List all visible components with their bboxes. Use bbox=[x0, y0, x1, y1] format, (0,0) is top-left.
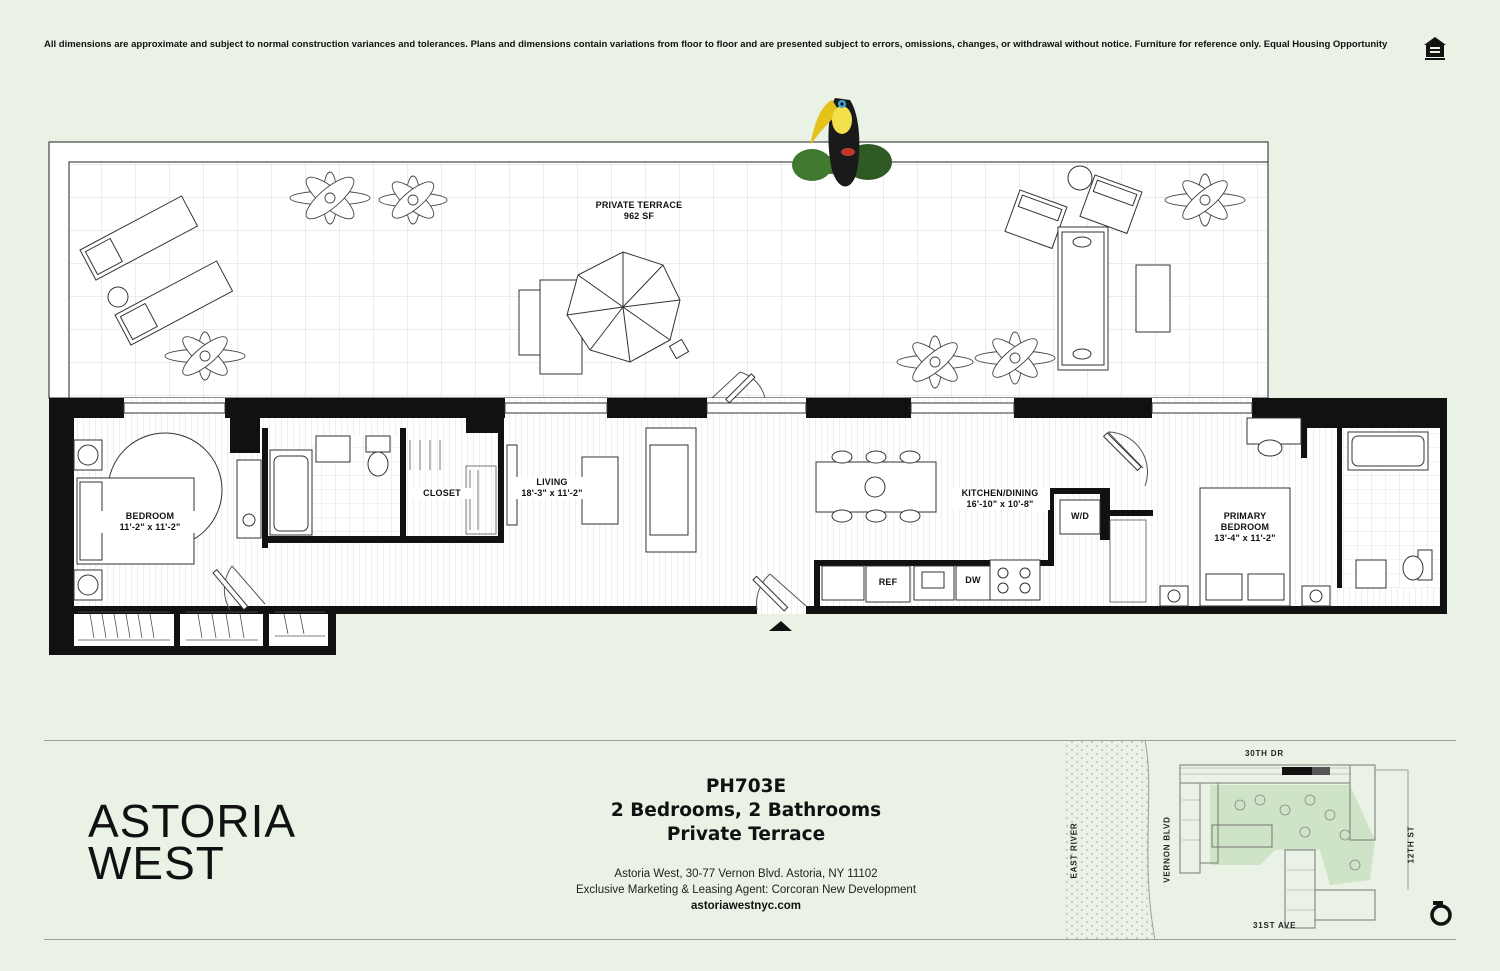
living-name: LIVING bbox=[536, 477, 568, 487]
astoria-west-logo bbox=[88, 795, 308, 889]
dining-table-icon bbox=[816, 451, 936, 522]
kitchen-name: KITCHEN/DINING bbox=[961, 488, 1039, 498]
terrace-size: 962 SF bbox=[623, 211, 655, 221]
dw-label bbox=[957, 575, 989, 586]
street-vernon-blvd: VERNON BLVD bbox=[1162, 816, 1172, 883]
disclaimer-text: All dimensions are approximate and subject to normal construction variances and tolerances. Plans and dimensions contain variations from floor to floor and are presented subject to errors, omissions, changes, or withdrawal without notice. Furniture for reference only. Equal Housing Opportunity bbox=[44, 39, 1388, 50]
contact-info bbox=[530, 866, 962, 914]
ref-name: REF bbox=[878, 577, 898, 587]
bedroom-size: 11'-2" x 11'-2" bbox=[119, 522, 181, 532]
kitchen-size: 16'-10" x 10'-8" bbox=[966, 499, 1034, 509]
wd-name: W/D bbox=[1070, 511, 1090, 521]
key-plan-map bbox=[1060, 740, 1440, 940]
agent-text: Exclusive Marketing & Leasing Agent: Corcoran New Development bbox=[575, 884, 917, 896]
primary-name-1: PRIMARY bbox=[1223, 511, 1267, 521]
unit-highlight bbox=[1282, 767, 1312, 775]
unit-number: PH703E bbox=[705, 776, 787, 797]
living-size: 18'-3" x 11'-2" bbox=[521, 488, 583, 498]
street-12th-st: 12TH ST bbox=[1406, 825, 1416, 864]
kitchen-label bbox=[950, 488, 1050, 510]
closet-label bbox=[412, 488, 472, 499]
key-plan bbox=[1060, 740, 1440, 940]
primary-size: 13'-4" x 11'-2" bbox=[1214, 533, 1276, 543]
street-30th-dr: 30TH DR bbox=[1245, 749, 1284, 758]
address-text: Astoria West, 30-77 Vernon Blvd. Astoria, NY 11102 bbox=[614, 868, 878, 880]
east-river-label: EAST RIVER bbox=[1069, 822, 1079, 879]
living-label bbox=[512, 477, 592, 499]
entry-arrow-icon bbox=[769, 621, 792, 631]
unit-layout: 2 Bedrooms, 2 Bathrooms bbox=[610, 800, 882, 821]
ref-label bbox=[868, 577, 908, 588]
terrace-name: PRIVATE TERRACE bbox=[595, 200, 683, 210]
logo-line-1: ASTORIA bbox=[88, 795, 297, 847]
street-31st-ave: 31ST AVE bbox=[1253, 921, 1297, 930]
bedroom-name: BEDROOM bbox=[125, 511, 175, 521]
unit-title bbox=[560, 775, 932, 847]
east-river bbox=[1065, 740, 1155, 940]
logo-line-2: WEST bbox=[88, 837, 225, 889]
primary-name-2: BEDROOM bbox=[1220, 522, 1270, 532]
wd-label bbox=[1062, 511, 1098, 522]
dw-name: DW bbox=[965, 575, 981, 585]
primary-bedroom-label bbox=[1206, 511, 1284, 544]
website-link[interactable]: astoriawestnyc.com bbox=[691, 900, 801, 912]
bedroom-label bbox=[98, 511, 202, 533]
corcoran-logo-icon bbox=[1428, 900, 1454, 928]
closet-name: CLOSET bbox=[423, 488, 461, 498]
unit-feature: Private Terrace bbox=[666, 824, 826, 845]
terrace-label bbox=[570, 200, 708, 222]
